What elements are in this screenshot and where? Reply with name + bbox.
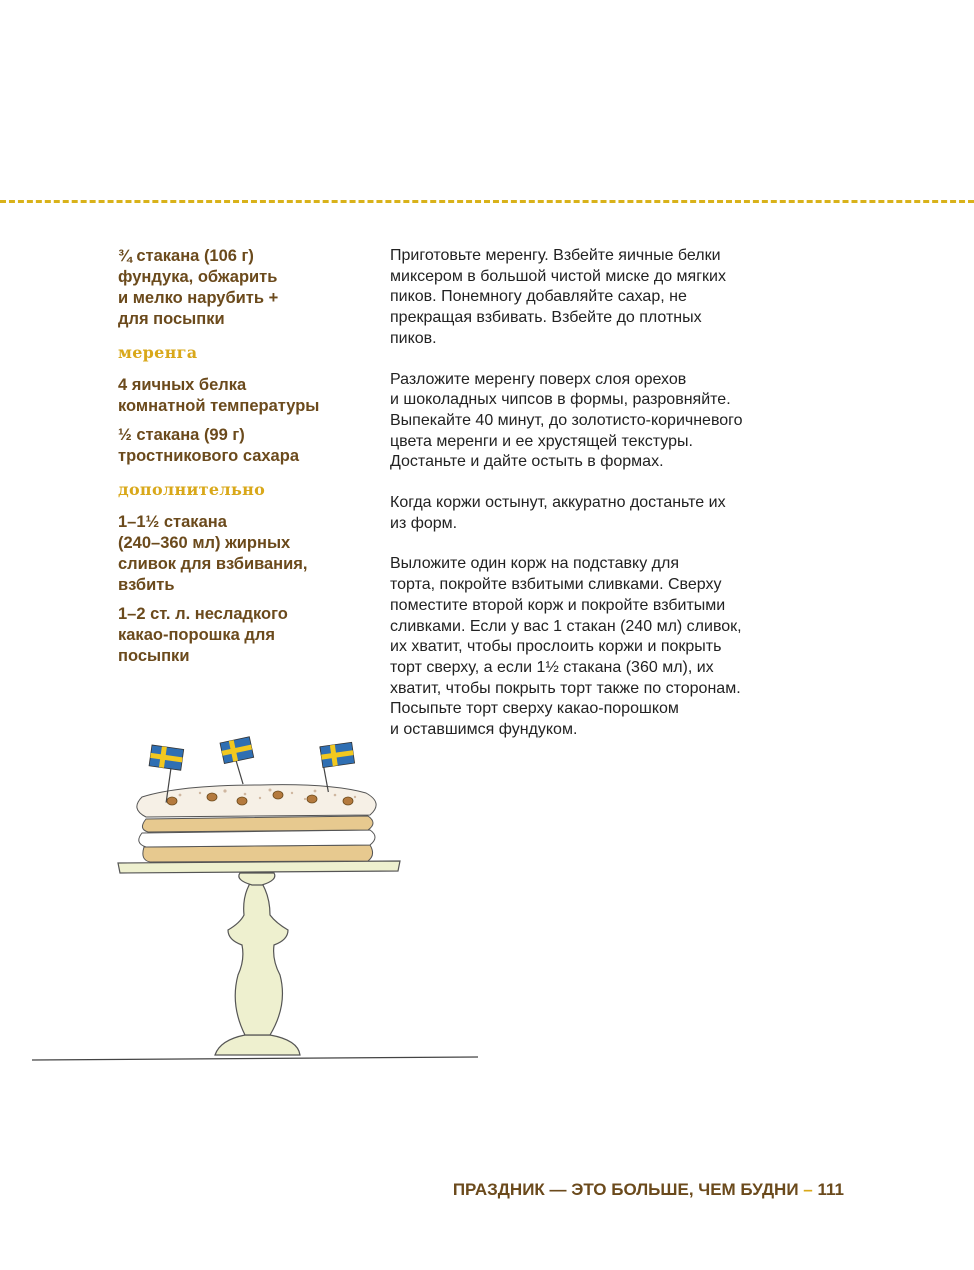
instruction-line: Когда коржи остынут, аккуратно достаньте их (390, 494, 726, 512)
instruction-line: хватит, чтобы покрыть торт также по сторонам. (390, 679, 741, 697)
ingredient-line: фундука, обжарить (118, 268, 278, 286)
instruction-line: торт сверху, а если 1½ стакана (360 мл), их (390, 658, 714, 676)
ingredient-line: 1–2 ст. л. несладкого (118, 605, 288, 623)
ingredients-list (118, 246, 368, 675)
ingredient-line: комнатной температуры (118, 397, 320, 415)
instruction-line: цвета меренги и ее хрустящей текстуры. (390, 432, 693, 450)
ingredient-line: ¾ стакана (106 г) (118, 247, 254, 265)
ingredient-line: посыпки (118, 647, 190, 665)
footer-separator: – (803, 1180, 813, 1199)
ingredient-section-heading: дополнительно (118, 480, 266, 499)
ingredient-line: 1–1½ стакана (118, 513, 227, 531)
instruction-paragraph (390, 554, 830, 740)
instructions (390, 246, 830, 761)
dashed-divider (0, 200, 974, 203)
ingredient-line: 4 яичных белка (118, 376, 247, 394)
instruction-line: Разложите меренгу поверх слоя орехов (390, 370, 687, 388)
ingredient-line: сливок для взбивания, (118, 555, 308, 573)
cake-bottom-layer (143, 845, 373, 862)
instruction-line: их хватит, чтобы прослоить коржи и покрыть (390, 638, 722, 656)
page-number: 111 (817, 1180, 844, 1199)
ingredient-item (118, 425, 368, 467)
instruction-line: пиков. Понемногу добавляйте сахар, не (390, 288, 687, 306)
instruction-line: сливками. Если у вас 1 стакан (240 мл) сливок, (390, 617, 742, 635)
stand-plate (118, 861, 400, 873)
ingredient-line: взбить (118, 576, 175, 594)
ingredient-line: и мелко нарубить + (118, 289, 279, 307)
stand-base (215, 1035, 300, 1055)
instruction-line: Приготовьте меренгу. Взбейте яичные белки (390, 247, 721, 264)
instruction-line: пиков. (390, 329, 437, 347)
cake-middle-layer (142, 816, 373, 832)
instruction-line: Выложите один корж на подставку для (390, 555, 679, 573)
instruction-line: миксером в большой чистой миске до мягких (390, 267, 726, 285)
ground-line (32, 1057, 478, 1060)
stand-neck (239, 873, 275, 885)
instruction-line: Посыпьте торт сверху какао-порошком (390, 700, 679, 718)
instruction-line: и оставшимся фундуком. (390, 721, 578, 739)
stand-stem (228, 880, 288, 1035)
ingredient-line: для посыпки (118, 310, 225, 328)
ingredient-item (118, 375, 368, 417)
swedish-flag-icon (320, 742, 358, 792)
instruction-paragraph (390, 493, 830, 534)
cake-cream-layer (139, 830, 375, 847)
instruction-line: из форм. (390, 514, 458, 532)
instruction-line: поместите второй корж и покройте взбитыми (390, 596, 726, 614)
instruction-paragraph (390, 370, 830, 474)
ingredient-line: тростникового сахара (118, 447, 299, 465)
instruction-line: Выпекайте 40 минут, до золотисто-коричневого (390, 411, 743, 429)
instruction-line: торта, покройте взбитыми сливками. Сверху (390, 576, 722, 594)
ingredient-item (118, 512, 368, 596)
page-footer (453, 1180, 844, 1200)
ingredient-line: какао-порошка для (118, 626, 275, 644)
instruction-line: прекращая взбивать. Взбейте до плотных (390, 309, 702, 327)
ingredient-item (118, 246, 368, 330)
ingredient-line: ½ стакана (99 г) (118, 426, 245, 444)
instruction-line: Достаньте и дайте остыть в формах. (390, 453, 664, 471)
instruction-line: и шоколадных чипсов в формы, разровняйте. (390, 391, 731, 409)
ingredient-section-heading: меренга (118, 343, 198, 362)
running-title: ПРАЗДНИК — ЭТО БОЛЬШЕ, ЧЕМ БУДНИ (452, 1180, 799, 1199)
cake-illustration (30, 735, 490, 1070)
ingredient-line: (240–360 мл) жирных (118, 534, 291, 552)
swedish-flag-icon (220, 737, 259, 787)
instruction-paragraph (390, 246, 830, 350)
ingredient-item (118, 604, 368, 667)
